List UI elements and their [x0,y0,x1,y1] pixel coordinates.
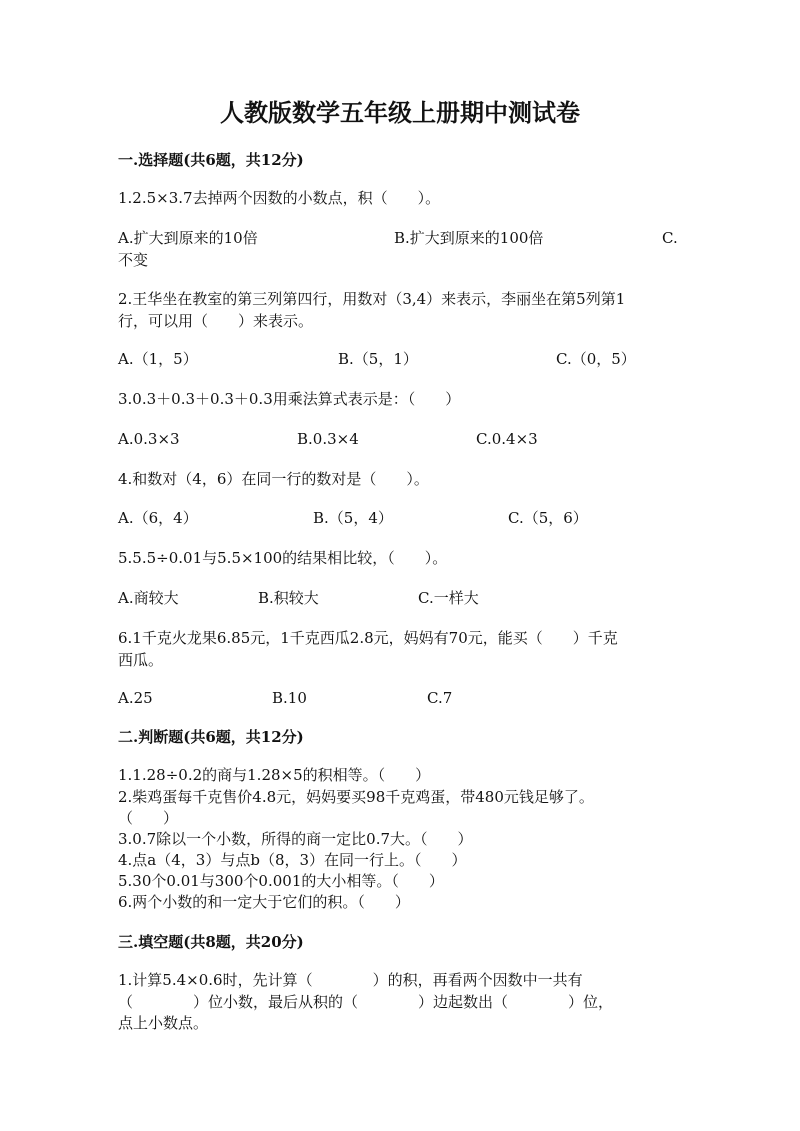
question-text: 4.和数对（4，6）在同一行的数对是（ ）。 [118,470,429,488]
section-heading-judgement: 二.判断题(共6题，共12分) [118,728,304,746]
judgement-item: 4.点a（4，3）与点b（8，3）在同一行上。（ ） [118,851,467,869]
judgement-item: 6.两个小数的和一定大于它们的积。（ ） [118,893,410,911]
option-c: C.（0，5） [556,350,636,368]
option-b: B.（5，1） [338,350,418,368]
option-c-continued: 不变 [118,251,149,269]
option-a: A.商较大 [118,589,179,607]
judgement-item: 3.0.7除以一个小数，所得的商一定比0.7大。（ ） [118,830,473,848]
option-c: C.（5，6） [508,509,588,527]
judgement-item: 5.30个0.01与300个0.001的大小相等。（ ） [118,872,444,890]
fill-in-item-continued: 点上小数点。 [118,1014,209,1032]
judgement-item: 2.柴鸡蛋每千克售价4.8元，妈妈要买98千克鸡蛋，带480元钱足够了。 [118,788,594,806]
option-b: B.0.3×4 [297,430,359,448]
fill-in-item: 1.计算5.4×0.6时，先计算（ ）的积，再看两个因数中一共有 [118,971,583,989]
page-title: 人教版数学五年级上册期中测试卷 [220,98,580,127]
question-text: 1.2.5×3.7去掉两个因数的小数点，积（ ）。 [118,189,441,207]
question-text: 6.1千克火龙果6.85元，1千克西瓜2.8元，妈妈有70元，能买（ ）千克 [118,629,618,647]
option-a: A.（6，4） [118,509,198,527]
fill-in-item-continued: （ ）位小数，最后从积的（ ）边起数出（ ）位， [118,993,614,1011]
option-a: A.25 [118,689,153,707]
section-heading-fill-in: 三.填空题(共8题，共20分) [118,933,304,951]
question-text-continued: 行，可以用（ ）来表示。 [118,312,314,330]
option-c: C. [662,229,678,247]
question-text: 3.0.3＋0.3＋0.3＋0.3用乘法算式表示是：（ ） [118,390,461,408]
section-heading-choice: 一.选择题(共6题，共12分) [118,151,304,169]
option-b: B.积较大 [258,589,319,607]
question-text-continued: 西瓜。 [118,651,164,669]
option-c: C.一样大 [418,589,479,607]
option-b: B.扩大到原来的100倍 [394,229,544,247]
option-c: C.7 [427,689,453,707]
question-text: 2.王华坐在教室的第三列第四行，用数对（3,4）来表示，李丽坐在第5列第1 [118,290,626,308]
option-a: A.扩大到原来的10倍 [118,229,258,247]
option-c: C.0.4×3 [476,430,538,448]
question-text: 5.5.5÷0.01与5.5×100的结果相比较，（ ）。 [118,549,448,567]
option-b: B.10 [272,689,307,707]
option-a: A.（1，5） [118,350,198,368]
option-b: B.（5，4） [313,509,393,527]
option-a: A.0.3×3 [118,430,180,448]
judgement-item: 1.1.28÷0.2的商与1.28×5的积相等。（ ） [118,766,431,784]
judgement-item-continued: （ ） [118,809,179,827]
